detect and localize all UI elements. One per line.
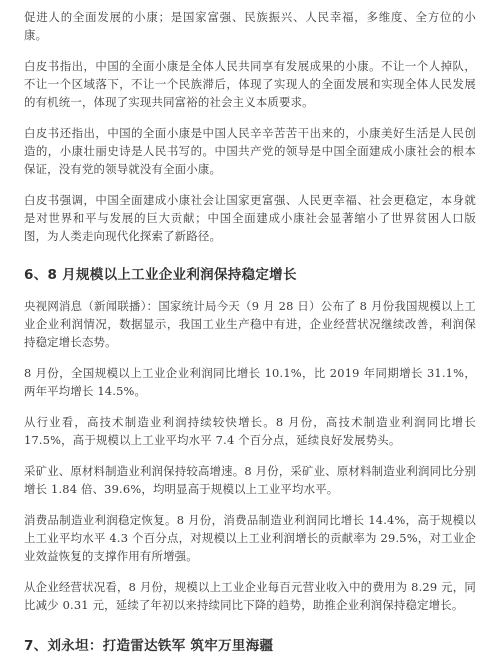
paragraph: 白皮书还指出，中国的全面小康是中国人民辛辛苦苦干出来的，小康美好生活是人民创造的，小康壮丽史诗是人民书写的。中国共产党的领导是中国全面建成小康社会的根本保证，没有党的领导就没有全面小康。 xyxy=(24,126,476,176)
paragraph: 采矿业、原材料制造业利润保持较高增速。8 月份，采矿业、原材料制造业利润同比分别增长 1.84 倍、39.6%，均明显高于规模以上工业平均水平。 xyxy=(24,464,476,496)
paragraph: 消费品制造业利润稳定恢复。8 月份，消费品制造业利润同比增长 14.4%，高于规模以上工业平均水平 4.3 个百分点，对规模以上工业利润增长的贡献率为 29.5%，对工业企业效益恢复的支撑作用有所增强。 xyxy=(24,513,476,563)
paragraph: 8 月份，全国规模以上工业企业利润同比增长 10.1%，比 2019 年同期增长 31.1%，两年平均增长 14.5%。 xyxy=(24,366,476,398)
paragraph: 央视网消息（新闻联播）：国家统计局今天（9 月 28 日）公布了 8 月份我国规模以上工业企业利润情况，数据显示，我国工业生产稳中有进，企业经营状况继续改善，利润保持稳定增长态势。 xyxy=(24,299,476,349)
section-heading-7: 7、刘永坦：打造雷达铁军 筑牢万里海疆 xyxy=(24,638,274,654)
paragraph: 白皮书强调，中国全面建成小康社会让国家更富强、人民更幸福、社会更稳定，本身就是对世界和平与发展的巨大贡献；中国全面建成小康社会显著缩小了世界贫困人口版图，为人类走向现代化探索了新路径。 xyxy=(24,193,476,243)
paragraph: 从行业看，高技术制造业利润持续较快增长。8 月份，高技术制造业利润同比增长 17.5%，高于规模以上工业平均水平 7.4 个百分点，延续良好发展势头。 xyxy=(24,415,476,447)
section-heading-6: 6、8 月规模以上工业企业利润保持稳定增长 xyxy=(24,267,297,283)
paragraph: 白皮书指出，中国的全面小康是全体人民共同享有发展成果的小康。不让一个人掉队，不让一个区域落下，不让一个民族滞后，体现了实现人的全面发展和实现全体人民发展的有机统一，体现了实现共同富裕的社会主义本质要求。 xyxy=(24,59,476,109)
paragraph: 促进人的全面发展的小康；是国家富强、民族振兴、人民幸福，多维度、全方位的小康。 xyxy=(24,10,476,42)
paragraph: 从企业经营状况看，8 月份，规模以上工业企业每百元营业收入中的费用为 8.29 元，同比减少 0.31 元，延续了年初以来持续同比下降的趋势，助推企业利润保持稳定增长。 xyxy=(24,580,476,612)
